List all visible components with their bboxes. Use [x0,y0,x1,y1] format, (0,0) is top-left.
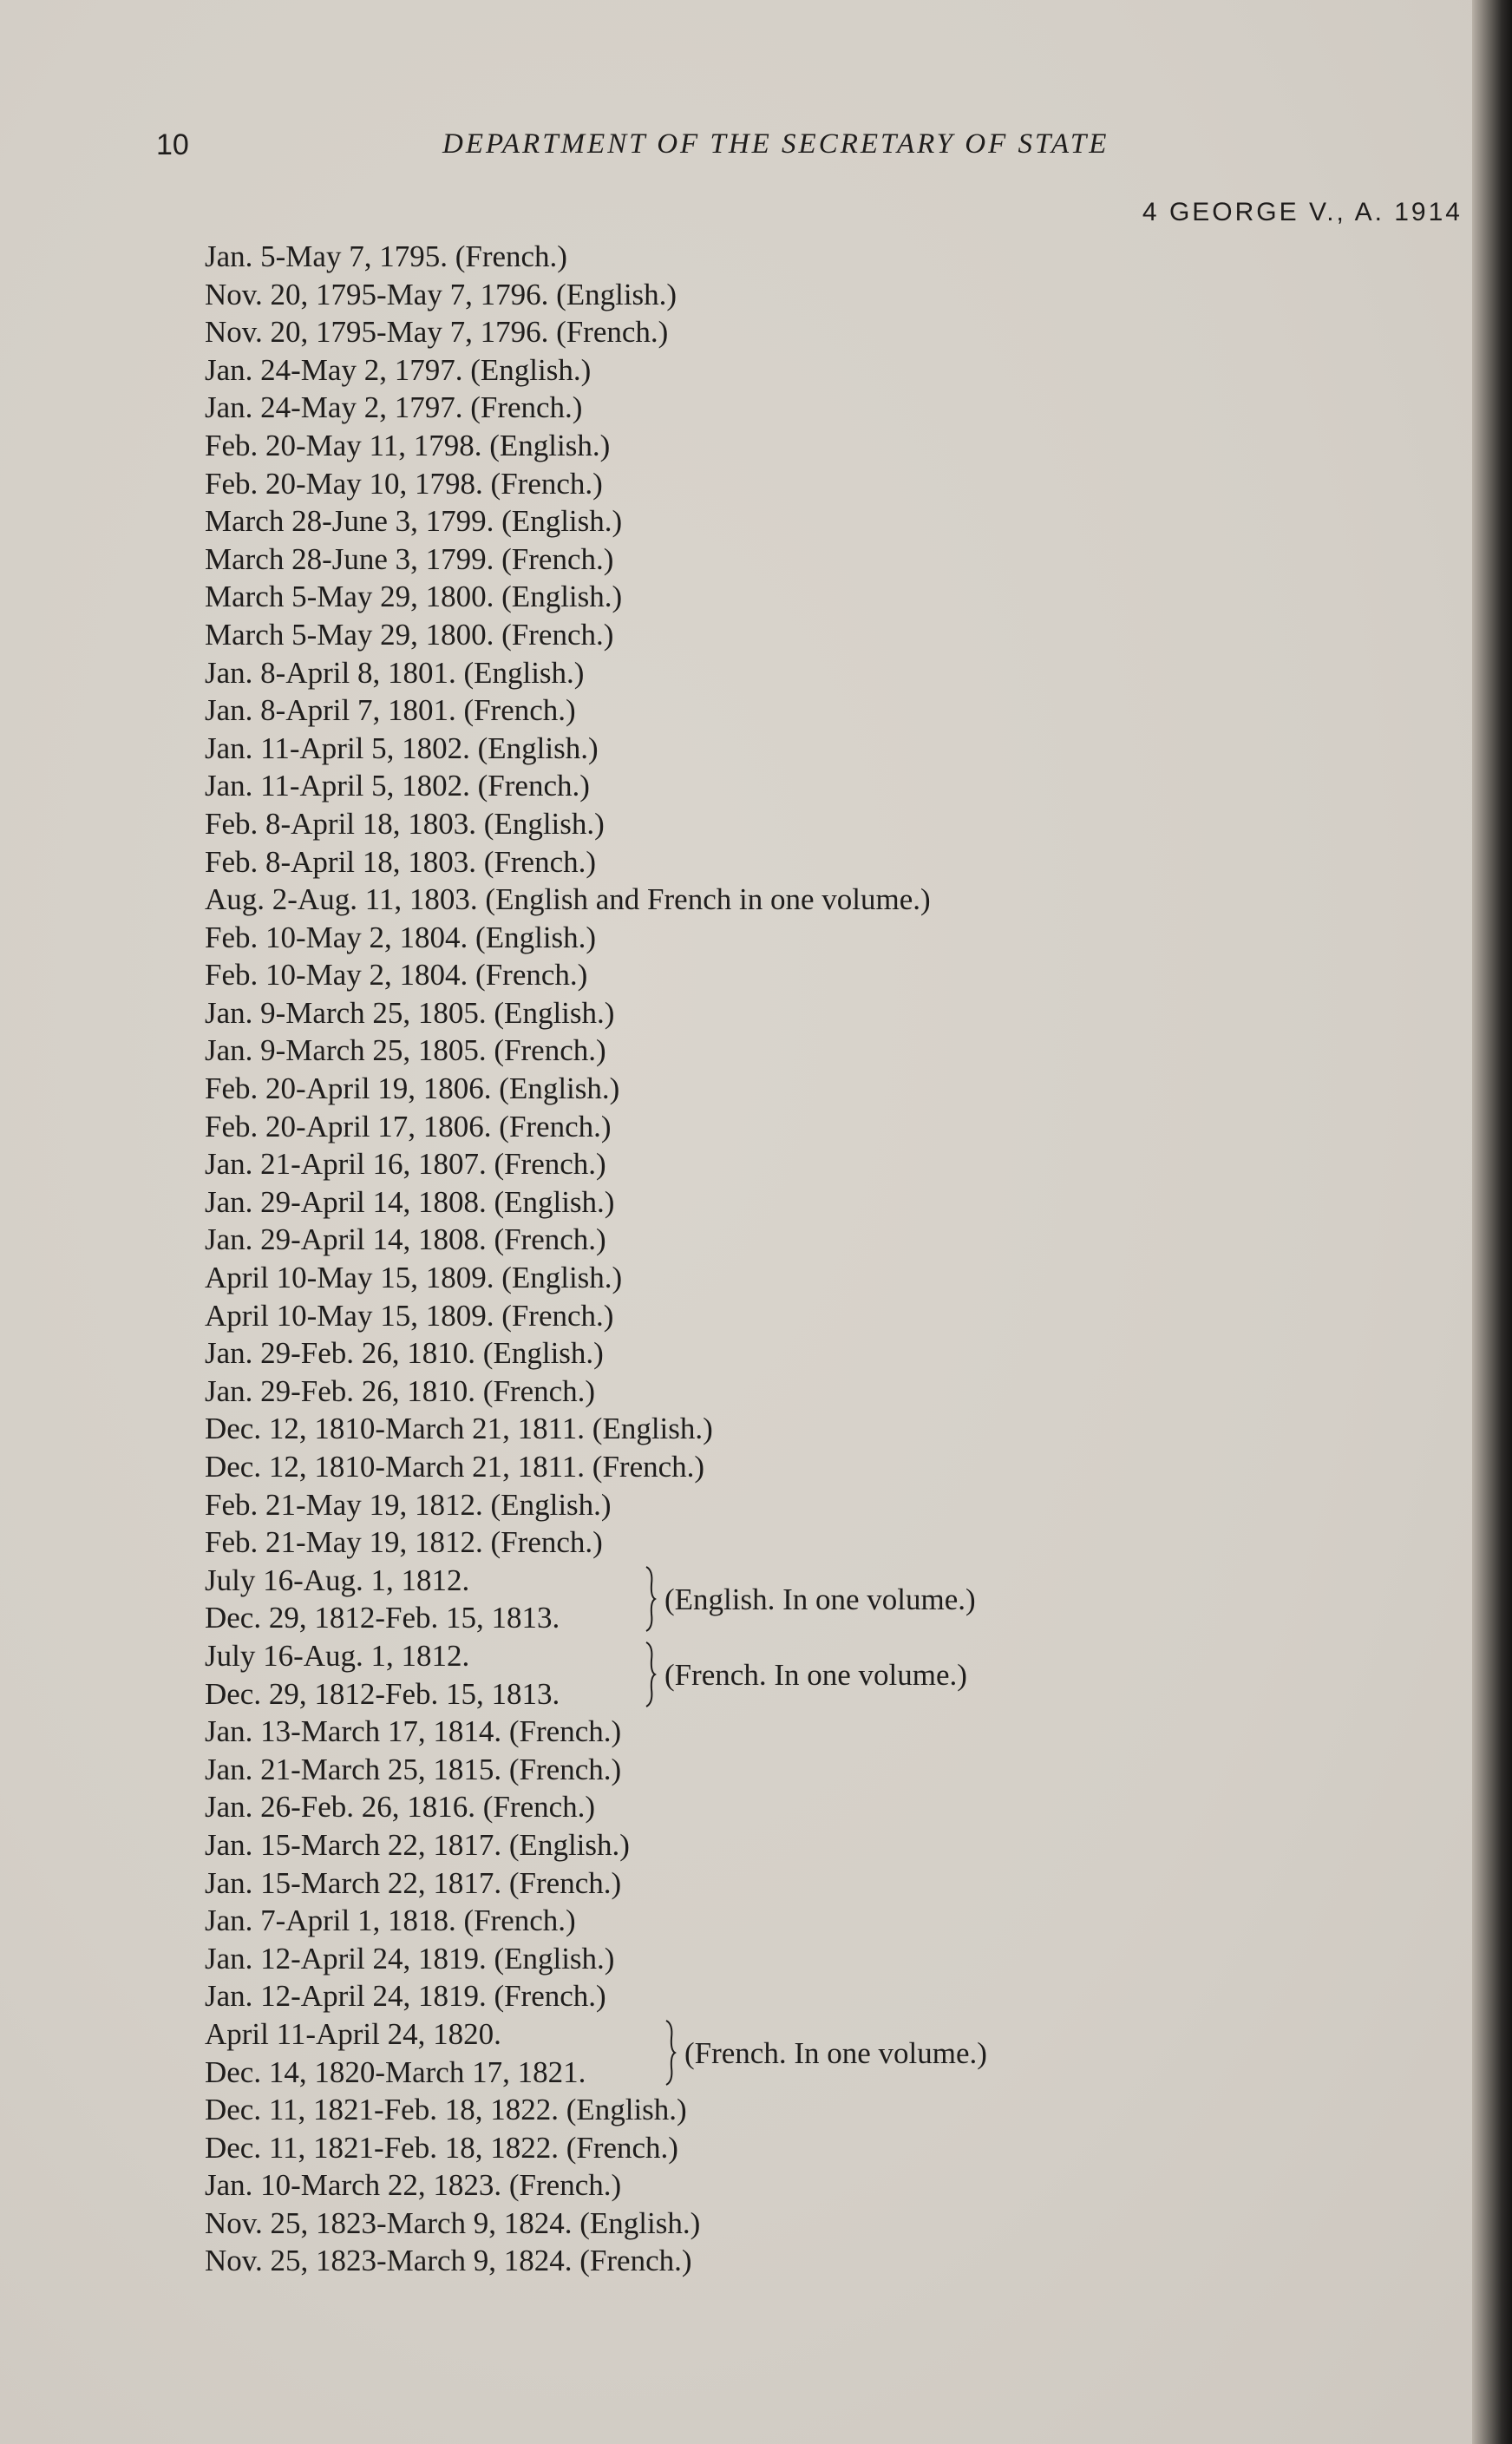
journal-entry: Jan. 21-April 16, 1807. (French.) [205,1147,606,1182]
journal-entry: Nov. 20, 1795-May 7, 1796. (English.) [205,277,677,311]
journal-entry: March 28-June 3, 1799. (English.) [205,504,623,539]
journal-entry: March 5-May 29, 1800. (English.) [205,580,623,614]
group-line: Dec. 29, 1812-Feb. 15, 1813. [205,1676,560,1711]
grouped-entry-french-1820-1821 [205,2015,1332,2091]
journal-entry: Jan. 15-March 22, 1817. (English.) [205,1827,630,1862]
journal-entry: Jan. 8-April 7, 1801. (French.) [205,693,576,728]
journal-entry: Dec. 12, 1810-March 21, 1811. (English.) [205,1412,713,1446]
journal-entry: Jan. 29-April 14, 1808. (English.) [205,1184,615,1219]
group-note: (French. In one volume.) [664,1657,967,1692]
journal-entry: Feb. 8-April 18, 1803. (English.) [205,806,605,841]
group-line: July 16-Aug. 1, 1812. [205,1563,470,1597]
journal-entry: March 28-June 3, 1799. (French.) [205,541,614,576]
page-header [156,128,1197,172]
page-binding-edge [1472,0,1512,2444]
journal-entry: Nov. 25, 1823-March 9, 1824. (French.) [205,2244,692,2278]
journal-entry: Jan. 8-April 8, 1801. (English.) [205,655,585,690]
brace-icon [663,2019,678,2087]
journal-entry: Jan. 10-March 22, 1823. (French.) [205,2168,622,2203]
group-note: (English. In one volume.) [664,1582,976,1616]
journal-entry: Jan. 24-May 2, 1797. (English.) [205,352,592,387]
journal-entry: March 5-May 29, 1800. (French.) [205,617,614,652]
journal-entry: Jan. 5-May 7, 1795. (French.) [205,239,567,273]
journal-entry: Jan. 11-April 5, 1802. (French.) [205,769,590,803]
journal-entry: Jan. 15-March 22, 1817. (French.) [205,1865,622,1900]
journal-entry: Jan. 29-Feb. 26, 1810. (English.) [205,1336,604,1371]
journal-entries-list [205,238,1332,2280]
journal-entry: Jan. 9-March 25, 1805. (French.) [205,1033,606,1068]
group-line: July 16-Aug. 1, 1812. [205,1638,470,1673]
journal-entry: Aug. 2-Aug. 11, 1803. (English and French in one volume.) [205,882,931,917]
running-head: DEPARTMENT OF THE SECRETARY OF STATE [442,128,1109,160]
journal-entry: Feb. 21-May 19, 1812. (English.) [205,1487,612,1522]
journal-entry: Jan. 29-April 14, 1808. (French.) [205,1222,606,1257]
journal-entry: Feb. 10-May 2, 1804. (English.) [205,920,597,954]
journal-entry: Jan. 7-April 1, 1818. (French.) [205,1903,576,1938]
journal-entry: Jan. 21-March 25, 1815. (French.) [205,1752,622,1786]
journal-entry: Jan. 12-April 24, 1819. (English.) [205,1941,615,1976]
entries-block-c [205,2091,1332,2280]
journal-entry: Jan. 11-April 5, 1802. (English.) [205,731,599,765]
journal-entry: Dec. 11, 1821-Feb. 18, 1822. (English.) [205,2093,687,2127]
group-line: Dec. 14, 1820-March 17, 1821. [205,2054,586,2089]
journal-entry: Feb. 21-May 19, 1812. (French.) [205,1525,603,1560]
journal-entry: Jan. 24-May 2, 1797. (French.) [205,390,583,425]
journal-entry: April 10-May 15, 1809. (French.) [205,1298,614,1333]
journal-entry: Nov. 25, 1823-March 9, 1824. (English.) [205,2205,701,2240]
journal-entry: Feb. 20-May 11, 1798. (English.) [205,428,611,462]
journal-entry: Dec. 12, 1810-March 21, 1811. (French.) [205,1450,705,1484]
journal-entry: Dec. 11, 1821-Feb. 18, 1822. (French.) [205,2130,678,2165]
group-line: April 11-April 24, 1820. [205,2016,501,2051]
journal-entry: Feb. 20-May 10, 1798. (French.) [205,466,603,501]
journal-entry: Nov. 20, 1795-May 7, 1796. (French.) [205,315,669,350]
journal-entry: Jan. 13-March 17, 1814. (French.) [205,1714,622,1749]
entries-block-a [205,238,1332,1562]
grouped-entry-english-1812-1813 [205,1562,1332,1637]
journal-entry: Feb. 20-April 17, 1806. (French.) [205,1109,612,1143]
journal-entry: Jan. 26-Feb. 26, 1816. (French.) [205,1790,596,1825]
journal-entry: Feb. 8-April 18, 1803. (French.) [205,844,597,879]
journal-entry: Feb. 10-May 2, 1804. (French.) [205,958,588,993]
session-reference: 4 GEORGE V., A. 1914 [1142,198,1463,226]
page-number: 10 [156,128,189,161]
group-note: (French. In one volume.) [684,2035,987,2070]
journal-entry: Jan. 9-March 25, 1805. (English.) [205,995,615,1030]
group-line: Dec. 29, 1812-Feb. 15, 1813. [205,1601,560,1635]
entries-block-b [205,1713,1332,2015]
brace-icon [643,1641,658,1708]
brace-icon [643,1565,658,1633]
grouped-entry-french-1812-1813 [205,1637,1332,1713]
journal-entry: Jan. 29-Feb. 26, 1810. (French.) [205,1373,596,1408]
journal-entry: April 10-May 15, 1809. (English.) [205,1261,623,1295]
journal-entry: Jan. 12-April 24, 1819. (French.) [205,1979,606,2014]
journal-entry: Feb. 20-April 19, 1806. (English.) [205,1071,620,1106]
